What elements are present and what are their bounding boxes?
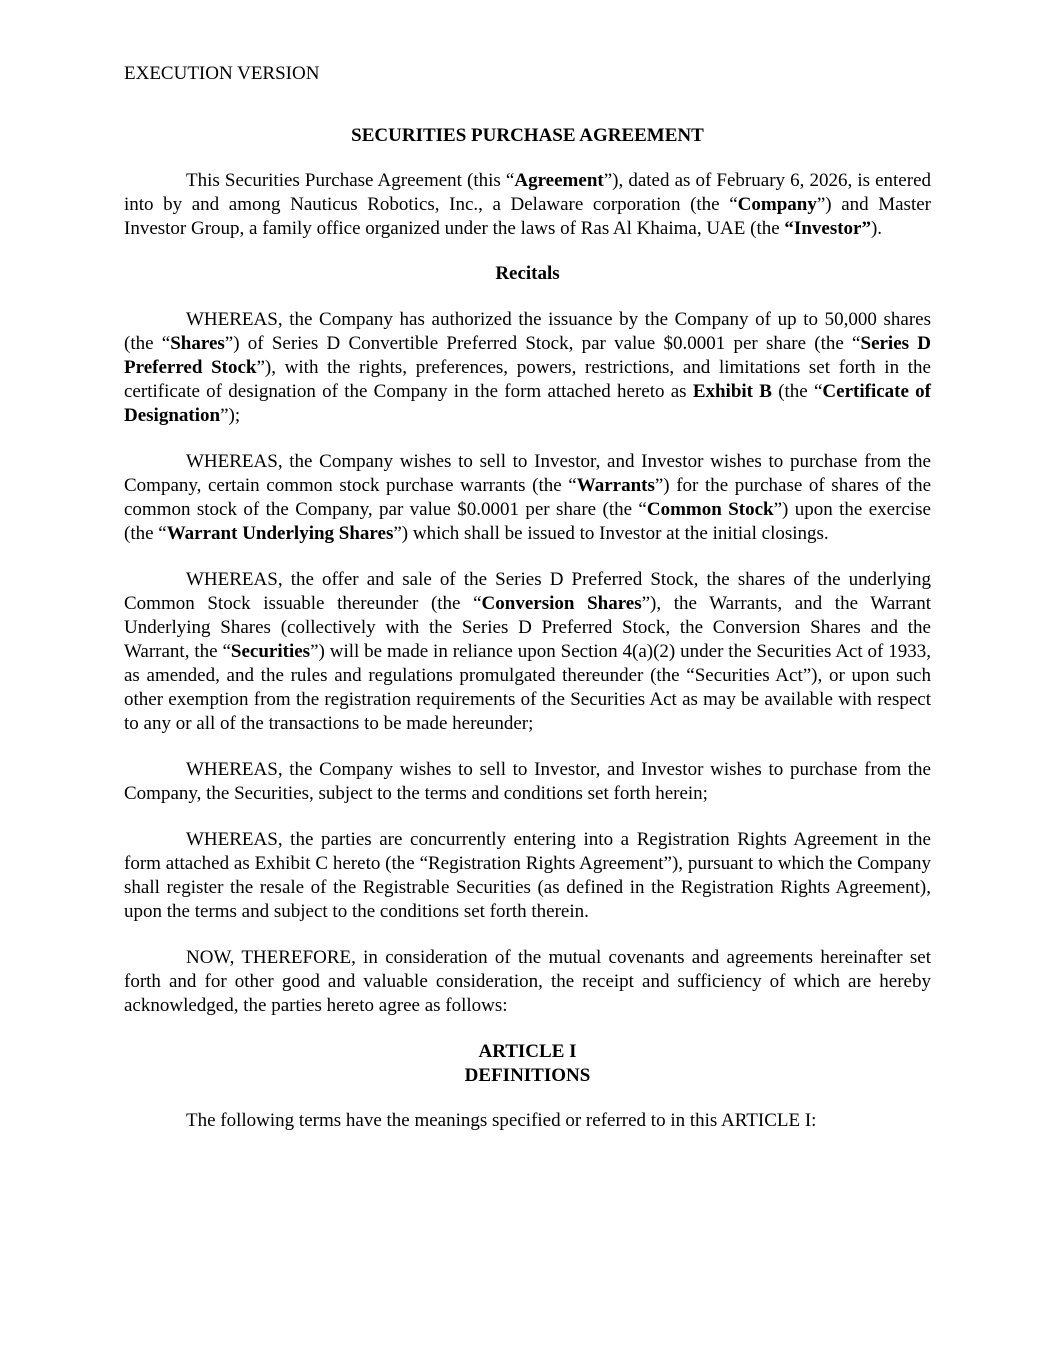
agreement-title: SECURITIES PURCHASE AGREEMENT bbox=[351, 125, 704, 146]
defined-term: Company bbox=[737, 194, 817, 215]
defined-term: Agreement bbox=[514, 170, 604, 191]
defined-term: “Investor” bbox=[784, 218, 871, 239]
whereas-paragraph-5: WHEREAS, the parties are concurrently entering into a Registration Rights Agreement in the form attached as Exhibit C hereto (the “Registration Rights Agreement”), pursuant to which the Company shall register the resale of the Registrable Securities (as defined in the Registration Rights Agreement), upon the terms and subject to the conditions set forth therein. bbox=[124, 829, 931, 922]
article-heading bbox=[124, 1040, 931, 1088]
definitions-lead-paragraph: The following terms have the meanings specified or referred to in this ARTICLE I: bbox=[186, 1110, 817, 1131]
defined-term: Certificate of Designation bbox=[124, 381, 931, 426]
article-number: ARTICLE I bbox=[478, 1041, 577, 1062]
whereas-paragraph-4: WHEREAS, the Company wishes to sell to Investor, and Investor wishes to purchase from the Company, the Securities, subject to the terms and conditions set forth herein; bbox=[124, 759, 931, 804]
exhibit-reference: Exhibit B bbox=[692, 381, 772, 402]
article-name: DEFINITIONS bbox=[464, 1065, 591, 1086]
defined-term: Warrants bbox=[576, 475, 655, 496]
defined-term: Common Stock bbox=[646, 499, 774, 520]
whereas-paragraph-3: WHEREAS, the offer and sale of the Series D Preferred Stock, the shares of the underlying Common Stock issuable thereunder (the “Conversion Shares”), the Warrants, and the Warrant Underlying Shares (collectively with the Series D Preferred Stock, the Conversion Shares and the Warrant, the “Securities”) will be made in reliance upon Section 4(a)(2) under the Securities Act of 1933, as amended, and the rules and regulations promulgated thereunder (the “Securities Act”), or upon such other exemption from the registration requirements of the Securities Act as may be available with respect to any or all of the transactions to be made hereunder; bbox=[124, 569, 931, 734]
defined-term: Conversion Shares bbox=[481, 593, 642, 614]
whereas-paragraph-1: WHEREAS, the Company has authorized the issuance by the Company of up to 50,000 shares (the “Shares”) of Series D Convertible Preferred Stock, par value $0.0001 per share (the “Series D Preferred Stock”), with the rights, preferences, powers, restrictions, and limitations set forth in the certificate of designation of the Company in the form attached hereto as Exhibit B (the “Certificate of Designation”); bbox=[124, 309, 931, 426]
defined-term: Securities bbox=[230, 641, 311, 662]
defined-term: Shares bbox=[170, 333, 225, 354]
defined-term: Warrant Underlying Shares bbox=[166, 523, 394, 544]
defined-term: Series D Preferred Stock bbox=[124, 333, 931, 378]
recitals-heading: Recitals bbox=[495, 263, 560, 284]
whereas-paragraph-2: WHEREAS, the Company wishes to sell to Investor, and Investor wishes to purchase from the Company, certain common stock purchase warrants (the “Warrants”) for the purchase of shares of the common stock of the Company, par value $0.0001 per share (the “Common Stock”) upon the exercise (the “Warrant Underlying Shares”) which shall be issued to Investor at the initial closings. bbox=[124, 451, 932, 544]
execution-version-label: EXECUTION VERSION bbox=[124, 63, 320, 84]
document-page bbox=[124, 62, 931, 1133]
intro-paragraph: This Securities Purchase Agreement (this “Agreement”), dated as of February 6, 2026, is entered into by and among Nauticus Robotics, Inc., a Delaware corporation (the “Company”) and Master Investor Group, a family office organized under the laws of Ras Al Khaima, UAE (the “Investor”). bbox=[124, 170, 932, 239]
now-therefore-paragraph: NOW, THEREFORE, in consideration of the mutual covenants and agreements hereinafter set forth and for other good and valuable consideration, the receipt and sufficiency of which are hereby acknowledged, the parties hereto agree as follows: bbox=[124, 947, 931, 1016]
